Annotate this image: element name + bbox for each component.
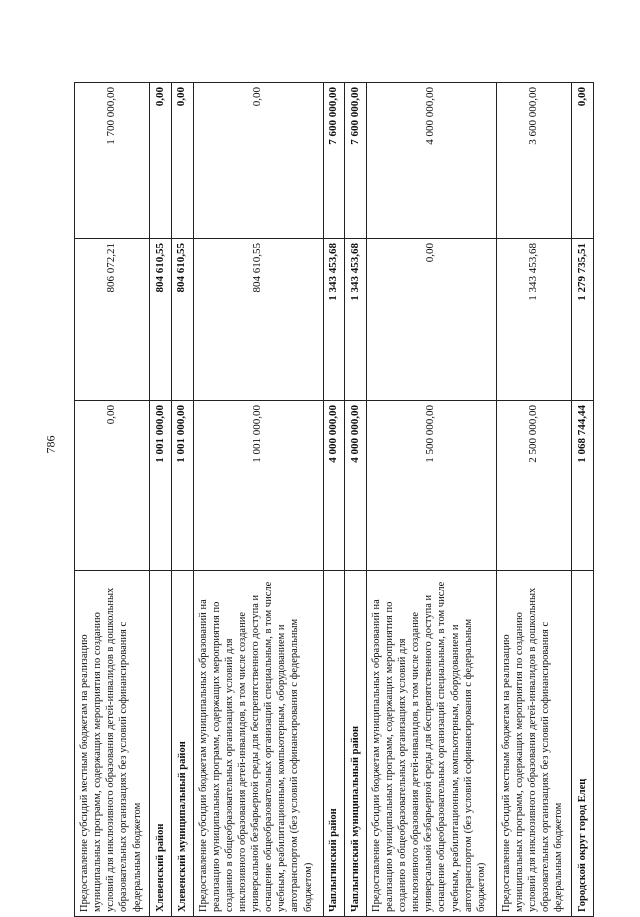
value-cell-1: 2 500 000,00 (496, 401, 571, 571)
value-cell-3: 7 600 000,00 (323, 83, 345, 239)
subsidy-table (74, 82, 594, 917)
table-row (366, 83, 496, 917)
value-cell-2: 804 610,55 (150, 239, 172, 401)
table-row (345, 83, 367, 917)
row-description: Предоставление субсидии бюджетам муниципальных образований на реализацию муниципальных программ, содержащих мероприятия по созданию в общеобразовательных организациях условий для инклюзивного образования детей-инвалидов, в том числе создание универсальной безбарьерной среды для беспрепятственного доступа и оснащение общеобразовательных организаций специальным, в том числе учебным, реабилитационным, компьютерным, оборудованием и автотранспортом (без условий софинансирования с федеральным бюджетом) (193, 571, 323, 917)
value-cell-1: 4 000 000,00 (323, 401, 345, 571)
row-description: Предоставление субсидии бюджетам муниципальных образований на реализацию муниципальных программ, содержащих мероприятия по созданию в общеобразовательных организациях условий для инклюзивного образования детей-инвалидов, в том числе создание универсальной безбарьерной среды для беспрепятственного доступа и оснащение общеобразовательных организаций специальным, в том числе учебным, реабилитационным, компьютерным, оборудованием и автотранспортом (без условий софинансирования с федеральным бюджетом) (366, 571, 496, 917)
value-cell-3: 0,00 (172, 83, 194, 239)
value-cell-1: 4 000 000,00 (345, 401, 367, 571)
value-cell-2: 1 343 453,68 (345, 239, 367, 401)
row-description: Предоставление субсидий местным бюджетам на реализацию муниципальных программ, содержащих мероприятия по созданию условий для инклюзивного образования детей-инвалидов в дошкольных образовательных организациях без условий софинансирования с федеральным бюджетом (496, 571, 571, 917)
value-cell-3: 0,00 (150, 83, 172, 239)
value-cell-2: 804 610,55 (193, 239, 323, 401)
value-cell-3: 4 000 000,00 (366, 83, 496, 239)
value-cell-3: 1 700 000,00 (75, 83, 150, 239)
table-row (496, 83, 571, 917)
table-row (193, 83, 323, 917)
value-cell-2: 1 343 453,68 (496, 239, 571, 401)
value-cell-2: 1 279 735,51 (572, 239, 594, 401)
value-cell-3: 3 600 000,00 (496, 83, 571, 239)
row-description: Хлевенский муниципальный район (172, 571, 194, 917)
row-description: Хлевенский район (150, 571, 172, 917)
row-description: Городской округ город Елец (572, 571, 594, 917)
table-row (172, 83, 194, 917)
value-cell-2: 0,00 (366, 239, 496, 401)
value-cell-2: 1 343 453,68 (323, 239, 345, 401)
table-row (75, 83, 150, 917)
table-row (572, 83, 594, 917)
value-cell-2: 806 072,21 (75, 239, 150, 401)
row-description: Чаплыгинский район (323, 571, 345, 917)
table-row (150, 83, 172, 917)
row-description: Чаплыгинский муниципальный район (345, 571, 367, 917)
row-description: Предоставление субсидий местным бюджетам на реализацию муниципальных программ, содержащих мероприятия по созданию условий для инклюзивного образования детей-инвалидов в дошкольных образовательных организациях без условий софинансирования с федеральным бюджетом (75, 571, 150, 917)
value-cell-1: 1 500 000,00 (366, 401, 496, 571)
value-cell-1: 1 001 000,00 (193, 401, 323, 571)
value-cell-2: 804 610,55 (172, 239, 194, 401)
value-cell-1: 0,00 (75, 401, 150, 571)
page-number: 786 (43, 435, 58, 454)
rotated-table-container (74, 83, 594, 917)
table-row (323, 83, 345, 917)
value-cell-3: 0,00 (193, 83, 323, 239)
value-cell-1: 1 001 000,00 (172, 401, 194, 571)
value-cell-3: 7 600 000,00 (345, 83, 367, 239)
value-cell-1: 1 068 744,44 (572, 401, 594, 571)
value-cell-3: 0,00 (572, 83, 594, 239)
value-cell-1: 1 001 000,00 (150, 401, 172, 571)
